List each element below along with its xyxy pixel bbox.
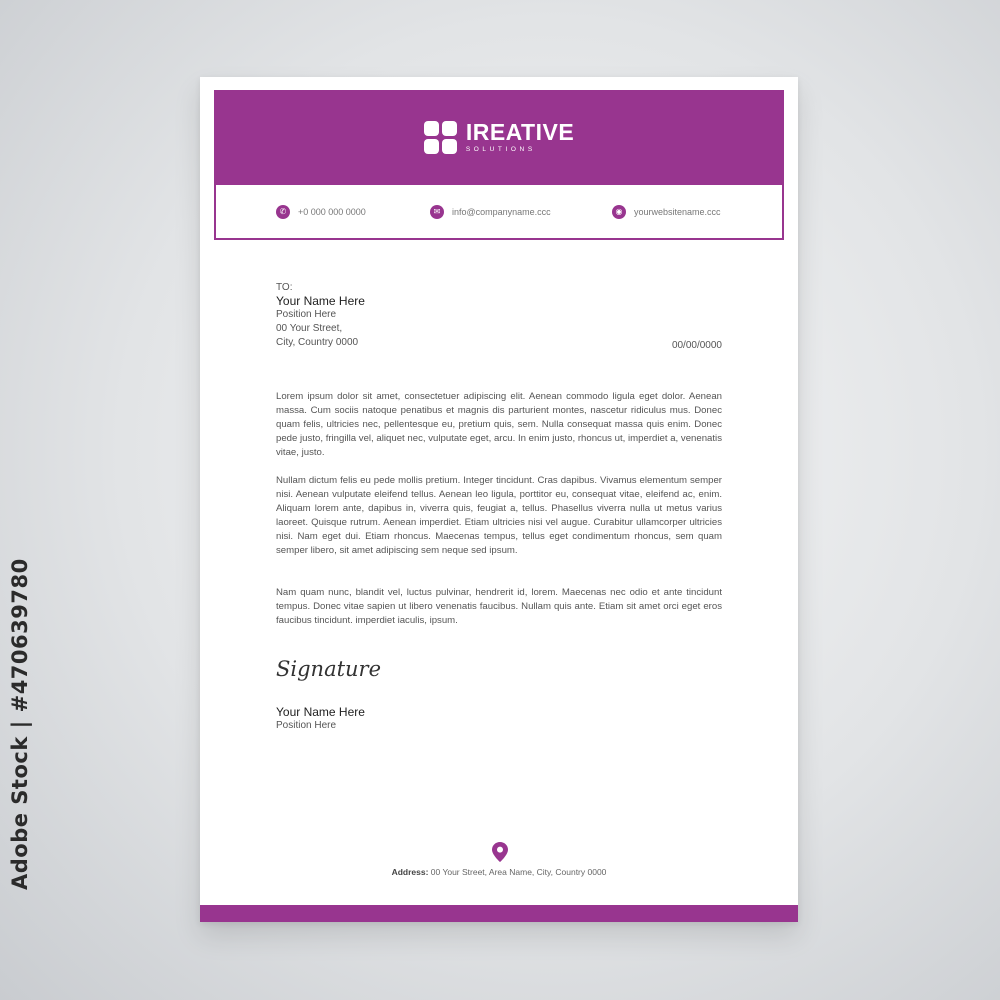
body-paragraph-3: Nam quam nunc, blandit vel, luctus pulvinar, hendrerit id, lorem. Maecenas nec odio et ante tincidunt tempus. Donec vitae sapien ut libero venenatis faucibus. Nullam quis ante. Etiam sit amet orci eget eros faucibus tincidunt. imperdiet iaculis, ipsum.	[276, 587, 722, 626]
header-band	[216, 92, 782, 185]
company-logo	[424, 121, 574, 155]
recipient-street: 00 Your Street,	[276, 323, 343, 334]
contact-website	[612, 205, 721, 219]
recipient-name: Your Name Here	[276, 294, 365, 308]
contact-row	[216, 185, 782, 238]
footer-address	[200, 867, 798, 877]
phone-text: +0 000 000 0000	[298, 207, 366, 217]
signer-position: Position Here	[276, 720, 337, 731]
email-icon: ✉	[430, 205, 444, 219]
letter-date: 00/00/0000	[671, 340, 722, 351]
to-label: TO:	[276, 282, 293, 293]
logo-mark-icon	[424, 121, 458, 155]
body-paragraph-2: Nullam dictum felis eu pede mollis pretium. Integer tincidunt. Cras dapibus. Vivamus elementum semper nisi. Aenean vulputate eleifend tellus. Aenean leo ligula, porttitor eu, consequat vitae, eleifend ac, enim. Aliquam lorem ante, dapibus in, viverra quis, feugiat a, tellus. Phasellus viverra nulla ut metus varius laoreet. Quisque rutrum. Aenean imperdiet. Etiam ultricies nisi vel augue. Curabitur ullamcorper ultricies nisi. Nam eget dui. Etiam rhoncus. Maecenas tempus, tellus eget condimentum rhoncus, sem quam semper libero, sit amet adipiscing sem neque sed ipsum.	[276, 475, 722, 556]
recipient-block	[276, 282, 365, 350]
handwritten-signature: Signature	[276, 657, 382, 681]
recipient-position: Position Here	[276, 309, 337, 320]
globe-icon: ◉	[612, 205, 626, 219]
recipient-city: City, Country 0000	[276, 337, 359, 348]
header-box	[214, 90, 784, 240]
logo-name: IREATIVE	[465, 119, 575, 146]
stock-id-watermark: Adobe Stock | #470639780	[8, 558, 32, 890]
website-text: yourwebsitename.ccc	[634, 207, 721, 217]
contact-email	[430, 205, 551, 219]
footer-band	[200, 905, 798, 922]
body-paragraph-1: Lorem ipsum dolor sit amet, consectetuer adipiscing elit. Aenean commodo ligula eget dolor. Aenean massa. Cum sociis natoque penatibus et magnis dis parturient montes, nascetur ridiculus mus. Donec quam felis, ultricies nec, pellentesque eu, pretium quis, sem. Nulla consequat massa quis enim. Donec pede justo, fringilla vel, aliquet nec, vulputate eget, arcu. In enim justo, rhoncus ut, imperdiet a, venenatis vitae, justo.	[276, 391, 722, 458]
contact-phone	[276, 205, 366, 219]
logo-tagline: SOLUTIONS	[465, 146, 536, 154]
signer-name: Your Name Here	[276, 705, 365, 719]
phone-icon: ✆	[276, 205, 290, 219]
address-label: Address:	[391, 867, 429, 877]
email-text: info@companyname.ccc	[452, 207, 551, 217]
letterhead-page	[200, 77, 798, 922]
location-pin-icon	[492, 842, 508, 862]
address-value: 00 Your Street, Area Name, City, Country 0000	[430, 867, 607, 877]
